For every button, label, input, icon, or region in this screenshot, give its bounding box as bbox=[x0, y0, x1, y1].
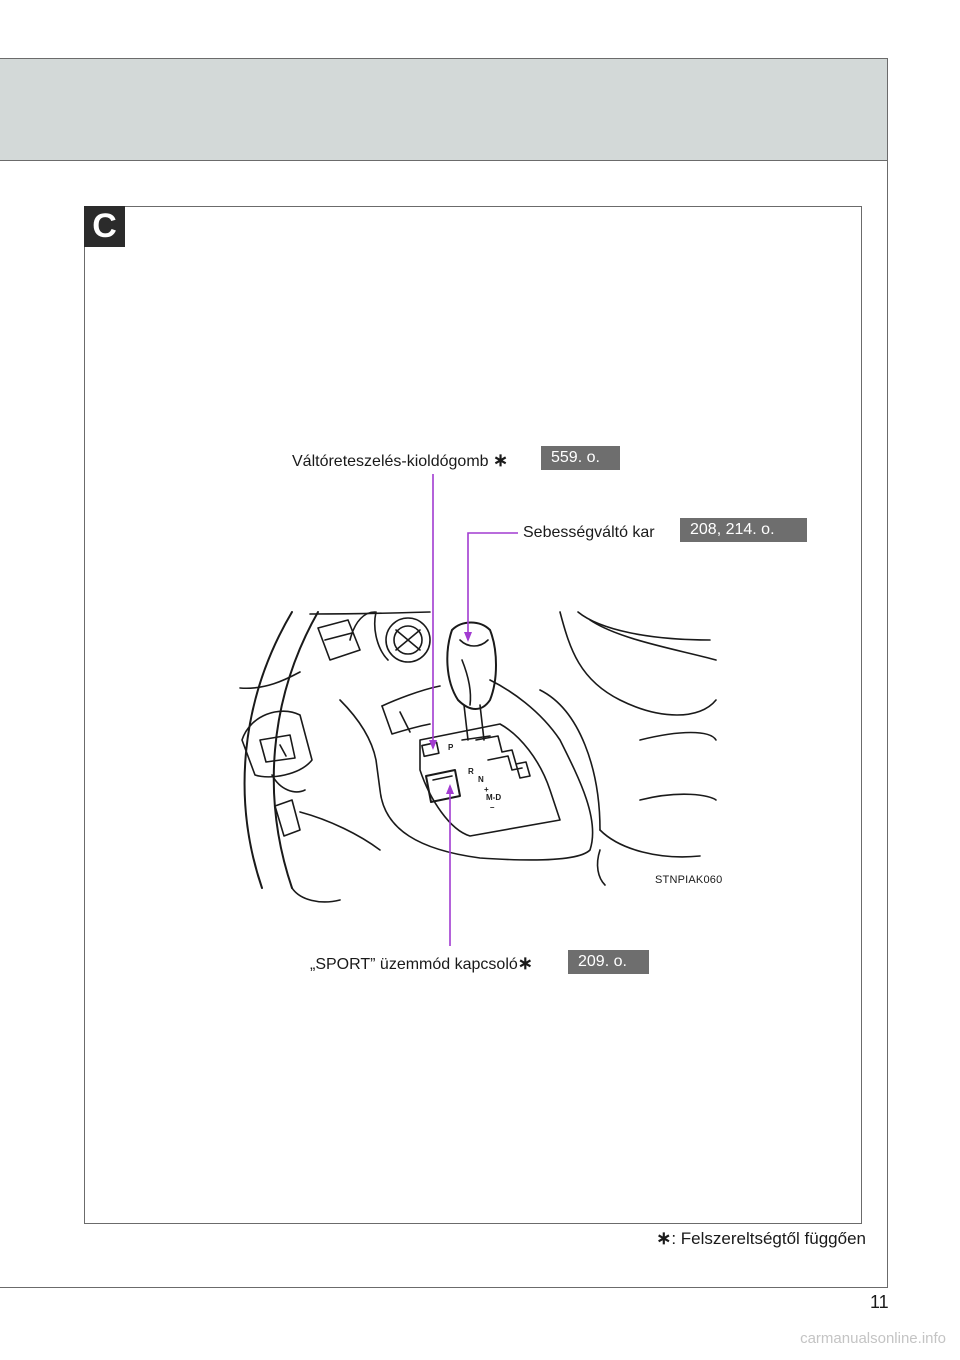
footnote: ∗: Felszereltségtől függően bbox=[656, 1228, 866, 1248]
gear-letter-md: M-D bbox=[486, 793, 502, 802]
gear-letter-r: R bbox=[468, 767, 474, 776]
watermark: carmanualsonline.info bbox=[800, 1330, 946, 1347]
asterisk-icon: ∗ bbox=[656, 1228, 672, 1248]
section-badge: C bbox=[84, 206, 125, 247]
gear-letter-minus: – bbox=[490, 803, 495, 812]
callout-lock-release-label: Váltóreteszelés-kioldógomb ∗ bbox=[292, 450, 509, 470]
page-ref-shift-lever[interactable]: 208, 214. o. bbox=[680, 518, 807, 542]
illustration-code: STNPIAK060 bbox=[655, 874, 723, 886]
page-number: 11 bbox=[870, 1292, 889, 1312]
asterisk-icon: ∗ bbox=[493, 450, 509, 470]
asterisk-icon: ∗ bbox=[517, 953, 533, 973]
page-ref-sport-switch[interactable]: 209. o. bbox=[568, 950, 649, 974]
page-ref-lock-release[interactable]: 559. o. bbox=[541, 446, 620, 470]
gear-letter-p: P bbox=[448, 743, 454, 752]
gear-letter-n: N bbox=[478, 775, 484, 784]
callout-sport-switch-label: „SPORT” üzemmód kapcsoló∗ bbox=[310, 953, 533, 973]
gear-letter-plus: + bbox=[484, 785, 489, 794]
leader-line-shift-lever bbox=[468, 533, 518, 640]
callout-shift-lever-label: Sebességváltó kar bbox=[523, 524, 655, 541]
